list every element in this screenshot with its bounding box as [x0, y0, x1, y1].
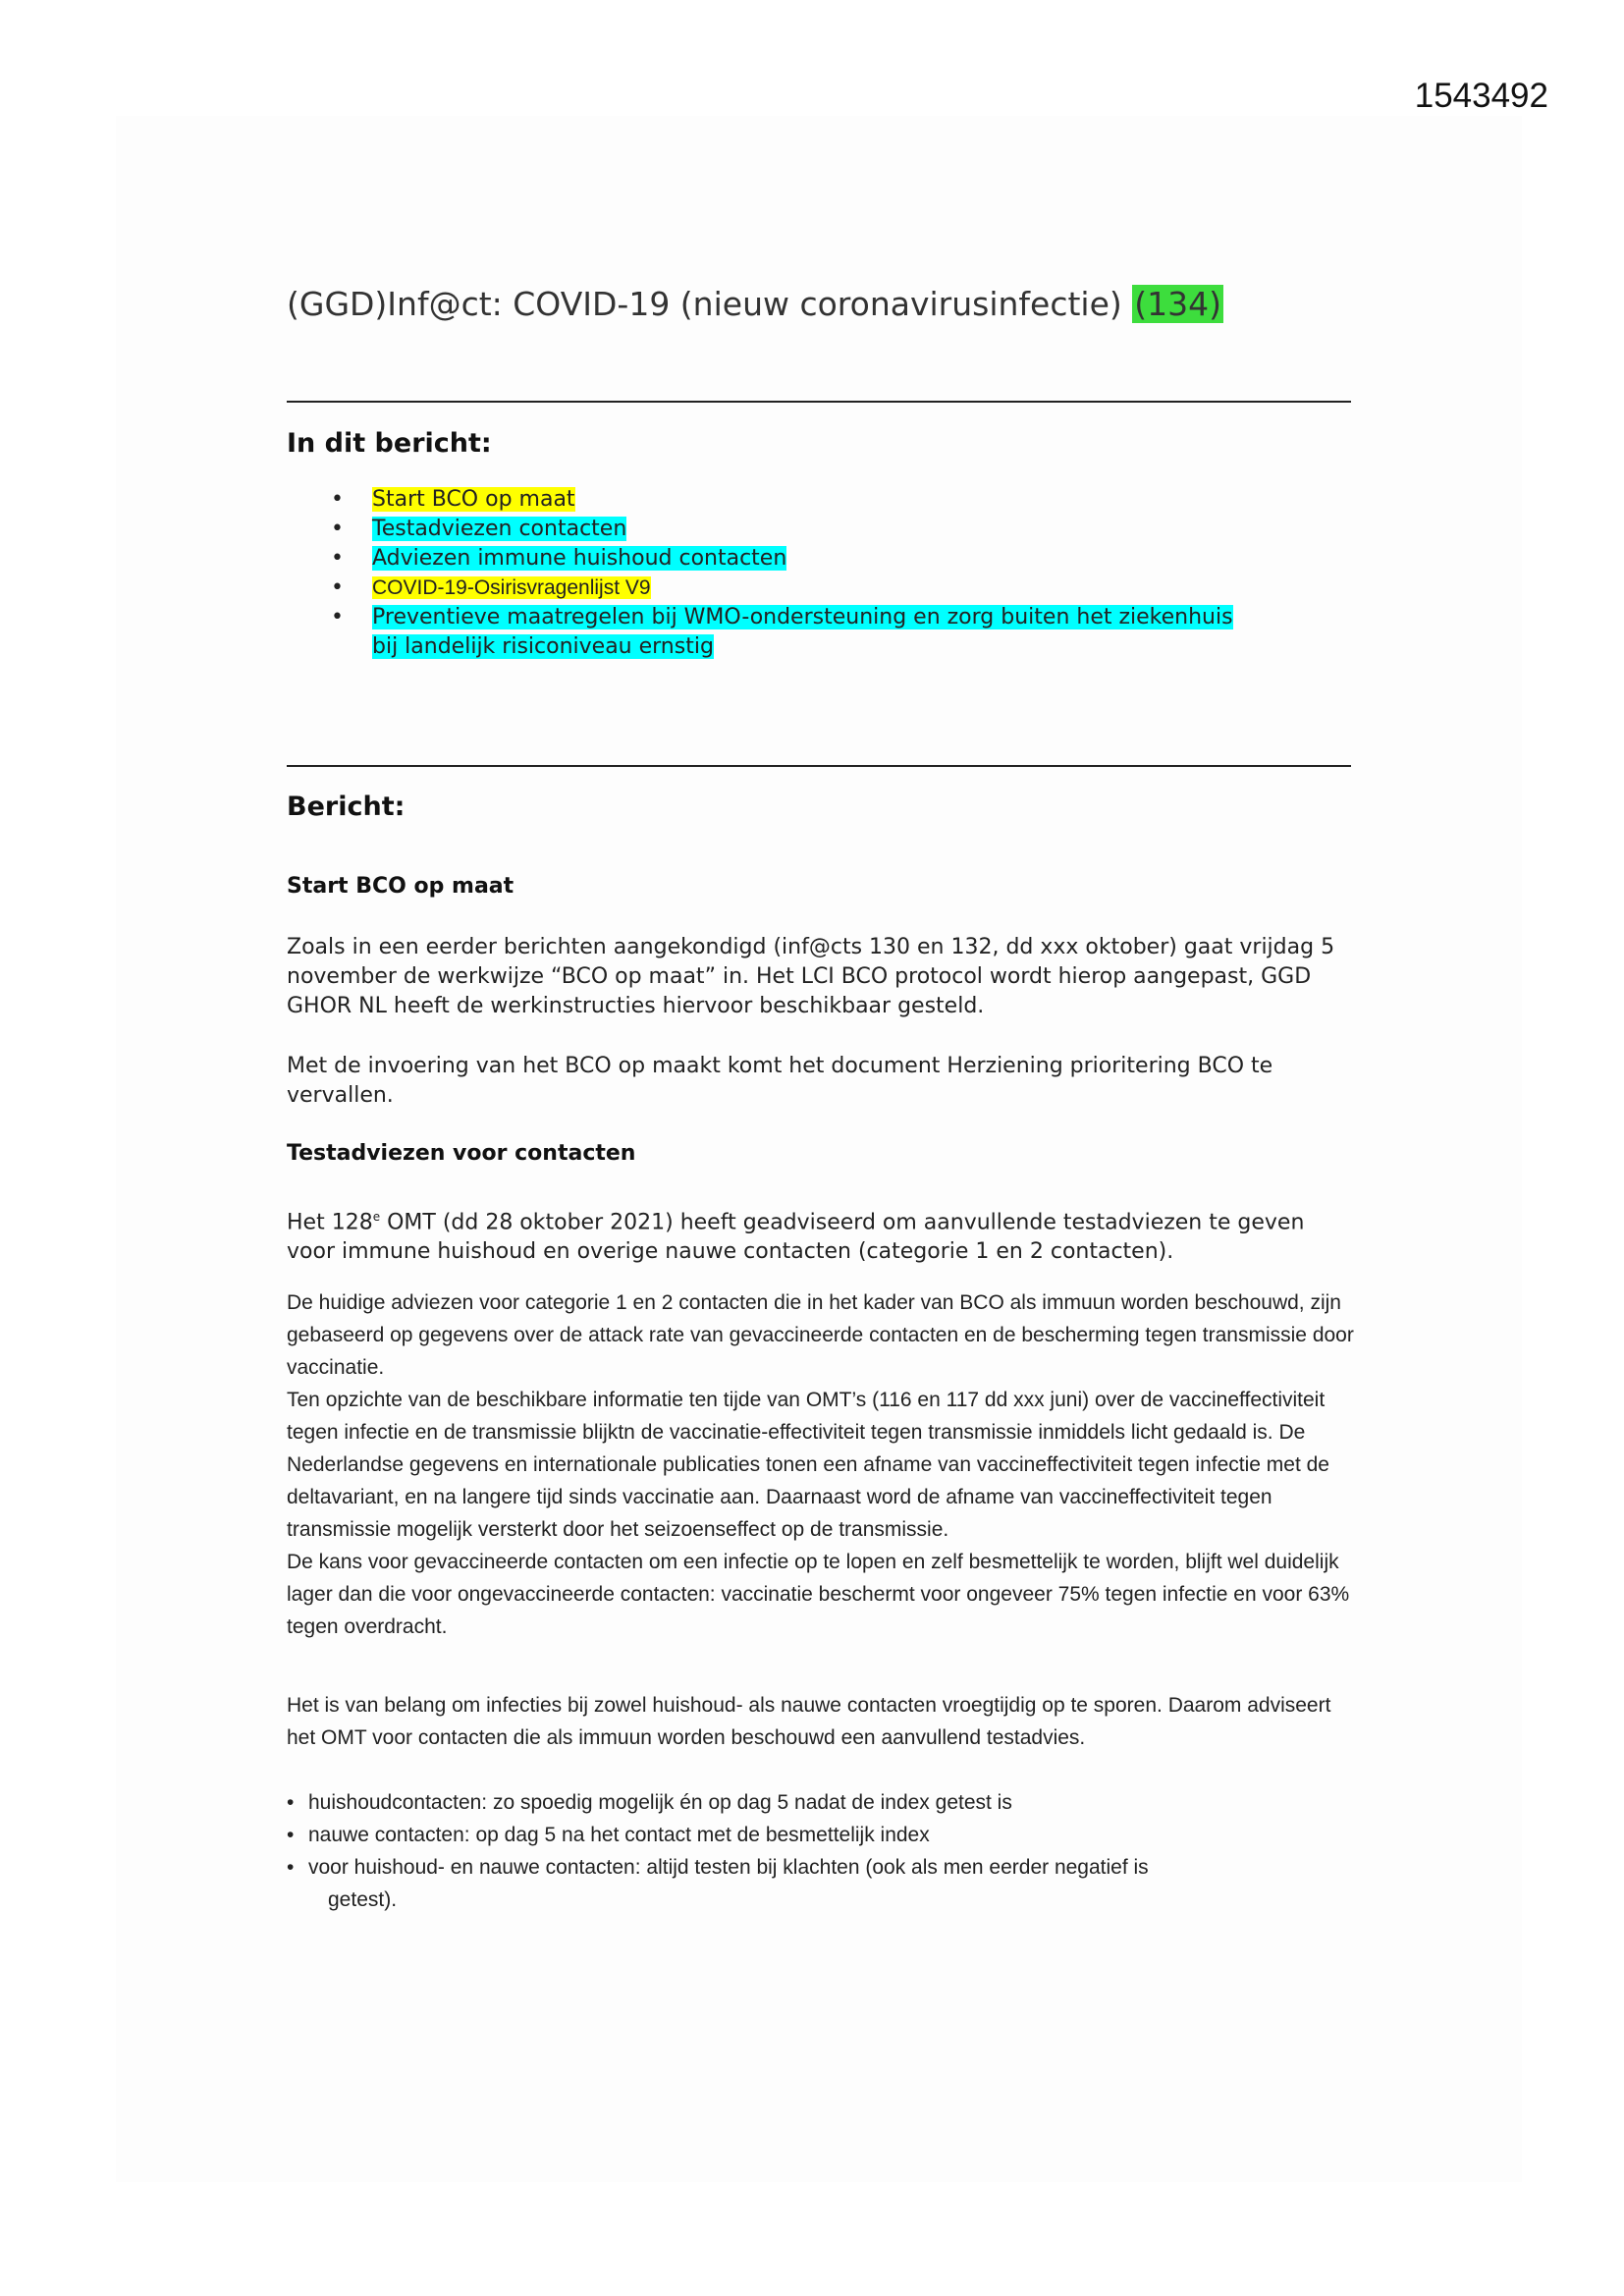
ordinal-superscript: e: [372, 1210, 381, 1224]
paragraph-block-vaccine-effectiveness: [287, 1286, 1357, 1643]
section-heading-testadviezen: Testadviezen voor contacten: [287, 1141, 636, 1166]
advice-huishoud: huishoudcontacten: zo spoedig mogelijk én op dag 5 nadat de index getest is: [308, 1791, 1012, 1814]
toc-item-adviezen-immune: Adviezen immune huishoud contacten: [372, 546, 787, 571]
test-advice-list: [287, 1786, 1357, 1916]
paragraph-de-kans: De kans voor gevaccineerde contacten om een infectie op te lopen en zelf besmettelijk te worden, blijft wel duidelijk lager dan die voor ongevaccineerde contacten: vaccinatie beschermt voor ongeveer 75% tegen infectie en voor 63% tegen overdracht.: [287, 1551, 1350, 1638]
paragraph-start-bco-2: Met de invoering van het BCO op maakt komt het document Herziening prioritering BCO te vervallen.: [287, 1054, 1273, 1108]
advice-nauwe: nauwe contacten: op dag 5 na het contact met de besmettelijk index: [308, 1824, 930, 1846]
issue-number-badge: (134): [1134, 285, 1222, 323]
toc-item: [287, 515, 1233, 544]
divider-top: [287, 401, 1351, 403]
toc-item-start-bco: Start BCO op maat: [372, 487, 575, 512]
advice-klachten-line1: voor huishoud- en nauwe contacten: altijd testen bij klachten (ook als men eerder negatief is: [308, 1856, 1149, 1879]
paragraph-huidige-adviezen: De huidige adviezen voor categorie 1 en 2 contacten die in het kader van BCO als immuun worden beschouwd, zijn gebaseerd op gegevens over de attack rate van gevaccineerde contacten en de bescherming tegen transmissie door vaccinatie.: [287, 1291, 1354, 1379]
toc-heading: In dit bericht:: [287, 428, 492, 459]
toc-item: [287, 574, 1233, 603]
message-heading: Bericht:: [287, 792, 406, 822]
title-text: (GGD)Inf@ct: COVID-19 (nieuw coronavirusinfectie): [287, 285, 1122, 323]
toc-item-osiris: COVID-19-Osirisvragenlijst V9: [372, 576, 651, 599]
list-item: [287, 1819, 1357, 1851]
toc-item-preventieve-line1: Preventieve maatregelen bij WMO-ondersteuning en zorg buiten het ziekenhuis: [372, 605, 1233, 629]
paragraph-omt-rest: OMT (dd 28 oktober 2021) heeft geadviseerd om aanvullende testadviezen te geven voor immune huishoud en overige nauwe contacten (categorie 1 en 2 contacten).: [287, 1210, 1305, 1265]
section-heading-start-bco: Start BCO op maat: [287, 874, 514, 899]
list-item: [287, 1851, 1357, 1916]
toc-item-testadviezen: Testadviezen contacten: [372, 517, 627, 541]
toc-item-preventieve-line2: bij landelijk risiconiveau ernstig: [372, 634, 714, 659]
divider-bottom: [287, 765, 1351, 767]
toc-list: [287, 485, 1233, 662]
toc-item: [287, 544, 1233, 574]
toc-item: [287, 603, 1233, 662]
paragraph-ten-opzichte: Ten opzichte van de beschikbare informatie ten tijde van OMT’s (116 en 117 dd xxx juni) over de vaccineffectiviteit tegen infectie en de transmissie blijktn de vaccinatie-effectiviteit tegen transmissie inmiddels licht gedaald is. De Nederlandse gegevens en internationale publicaties tonen een afname van vaccineffectiviteit tegen infectie met de deltavariant, en na langere tijd sinds vaccinatie aan. Daarnaast word de afname van vaccineffectiviteit tegen transmissie mogelijk versterkt door het seizoenseffect op de transmissie.: [287, 1389, 1329, 1541]
paragraph-belang-opsporen: Het is van belang om infecties bij zowel huishoud- als nauwe contacten vroegtijdig op te sporen. Daarom adviseert het OMT voor contacten die als immuun worden beschouwd een aanvullend testadvies.: [287, 1694, 1331, 1749]
document-id: 1543492: [1414, 77, 1548, 115]
paragraph-omt-prefix: Het 128: [287, 1210, 373, 1235]
paragraph-omt-advice: [287, 1202, 1357, 1267]
advice-klachten-line2: getest).: [328, 1888, 398, 1911]
toc-item: [287, 485, 1233, 515]
paragraph-start-bco-1: Zoals in een eerder berichten aangekondigd (inf@cts 130 en 132, dd xxx oktober) gaat vrijdag 5 november de werkwijze “BCO op maat” in. Het LCI BCO protocol wordt hierop aangepast, GGD GHOR NL heeft de werkinstructies hiervoor beschikbaar gesteld.: [287, 935, 1335, 1018]
page-title: [287, 285, 1223, 323]
list-item: [287, 1786, 1357, 1819]
